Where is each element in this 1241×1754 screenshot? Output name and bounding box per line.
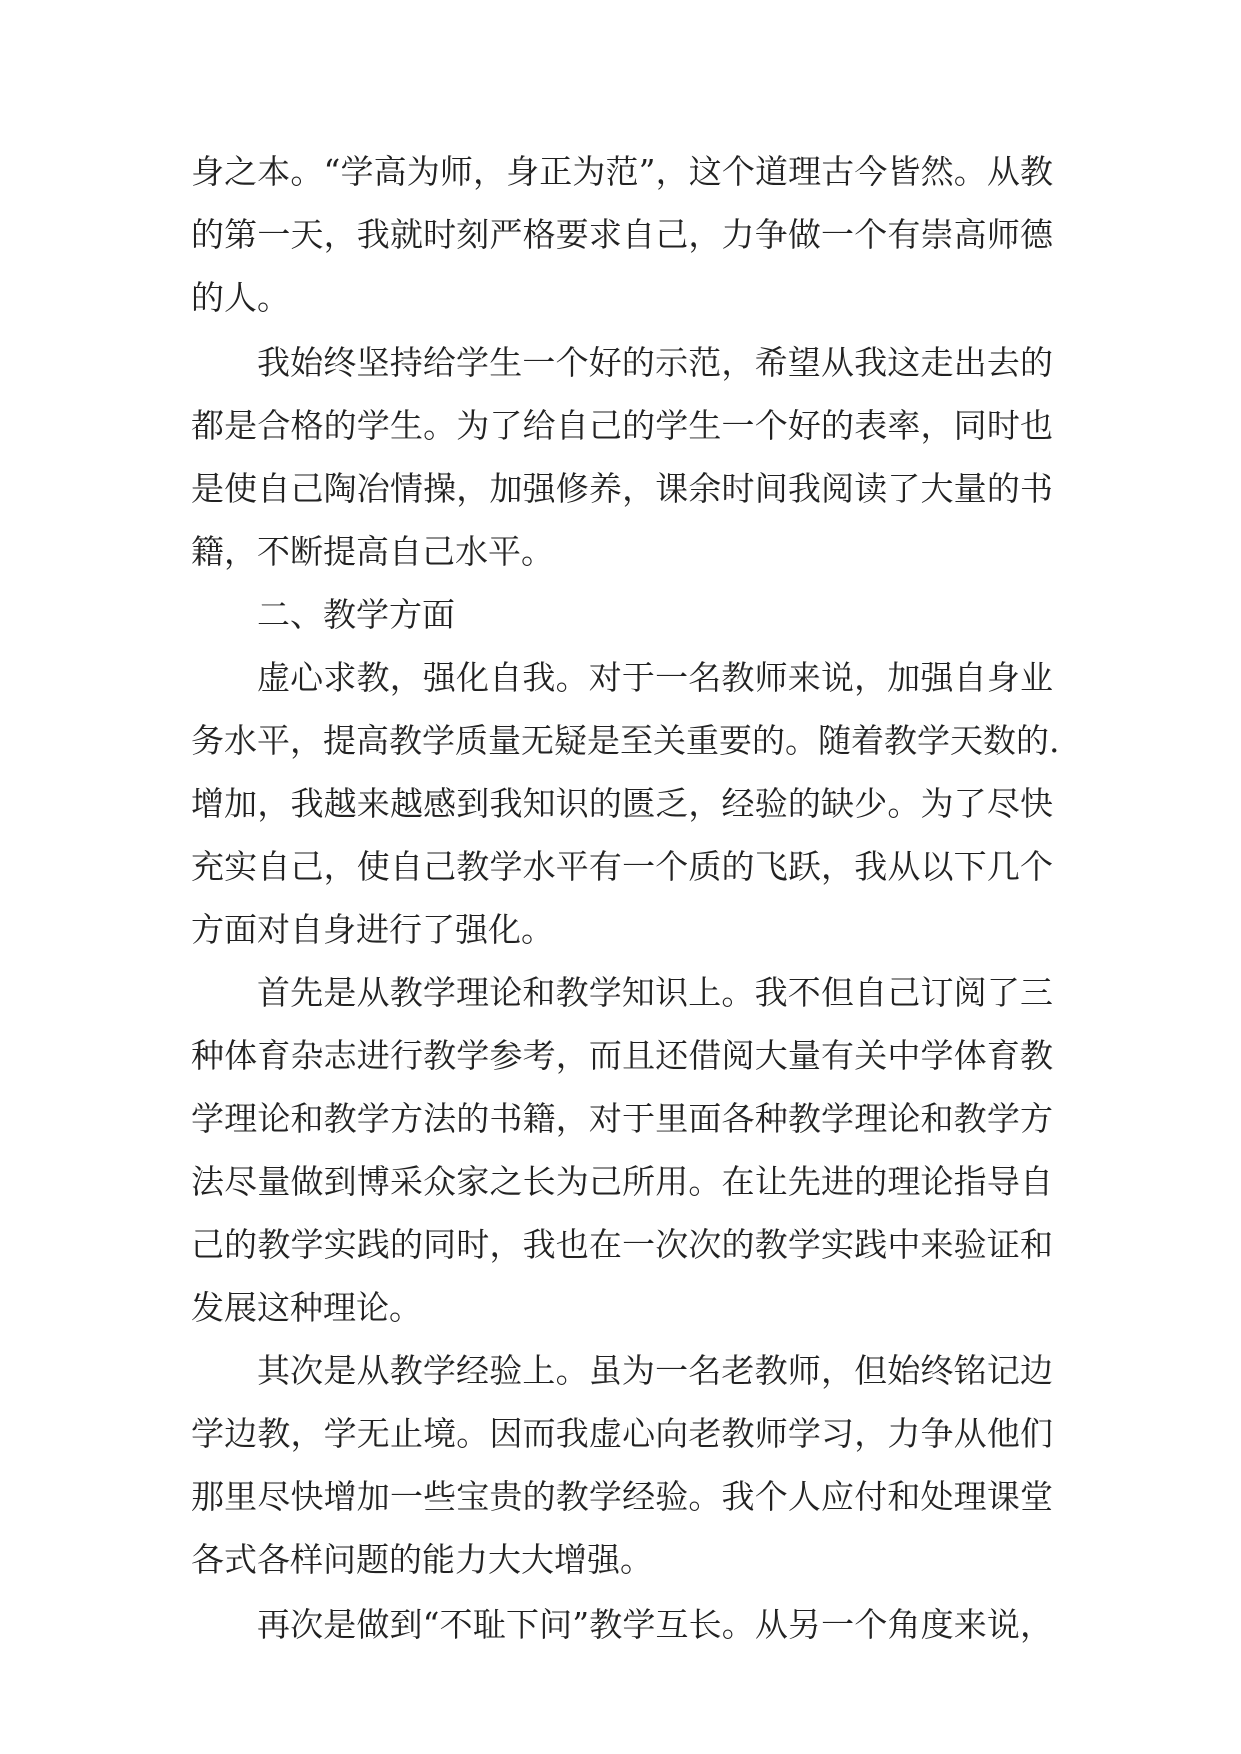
paragraph-first-line: 我始终坚持给学生一个好的示范，希望从我这走出去的 <box>257 343 1053 382</box>
paragraph-first-line: 虚心求教，强化自我。对于一名教师来说，加强自身业 <box>257 658 1053 697</box>
text-line: 都是合格的学生。为了给自己的学生一个好的表率，同时也 <box>191 406 1053 445</box>
text-line: 方面对自身进行了强化。 <box>191 910 554 949</box>
text-line: 务水平，提高教学质量无疑是至关重要的。随着教学天数的. <box>191 721 1060 760</box>
text-line: 充实自己，使自己教学水平有一个质的飞跃，我从以下几个 <box>191 847 1053 886</box>
text-line: 身之本。“学高为师，身正为范”，这个道理古今皆然。从教 <box>191 152 1053 191</box>
text-line: 籍，不断提高自己水平。 <box>191 532 554 571</box>
text-line: 发展这种理论。 <box>191 1288 422 1327</box>
text-line: 种体育杂志进行教学参考，而且还借阅大量有关中学体育教 <box>191 1036 1053 1075</box>
text-line: 的人。 <box>191 278 290 317</box>
paragraph-first-line: 再次是做到“不耻下问”教学互长。从另一个角度来说， <box>257 1605 1053 1644</box>
paragraph-first-line: 首先是从教学理论和教学知识上。我不但自己订阅了三 <box>257 973 1053 1012</box>
section-heading: 二、教学方面 <box>257 595 455 634</box>
paragraph-first-line: 其次是从教学经验上。虽为一名老教师，但始终铭记边 <box>257 1351 1053 1390</box>
text-line: 那里尽快增加一些宝贵的教学经验。我个人应付和处理课堂 <box>191 1477 1053 1516</box>
text-line: 法尽量做到博采众家之长为己所用。在让先进的理论指导自 <box>191 1162 1053 1201</box>
text-line: 是使自己陶冶情操，加强修养，课余时间我阅读了大量的书 <box>191 469 1053 508</box>
text-line: 学理论和教学方法的书籍，对于里面各种教学理论和教学方 <box>191 1099 1053 1138</box>
text-line: 己的教学实践的同时，我也在一次次的教学实践中来验证和 <box>191 1225 1053 1264</box>
text-line: 各式各样问题的能力大大增强。 <box>191 1540 653 1579</box>
text-line: 的第一天，我就时刻严格要求自己，力争做一个有崇高师德 <box>191 215 1053 254</box>
text-line: 增加，我越来越感到我知识的匮乏，经验的缺少。为了尽快 <box>191 784 1053 823</box>
text-line: 学边教，学无止境。因而我虚心向老教师学习，力争从他们 <box>191 1414 1053 1453</box>
